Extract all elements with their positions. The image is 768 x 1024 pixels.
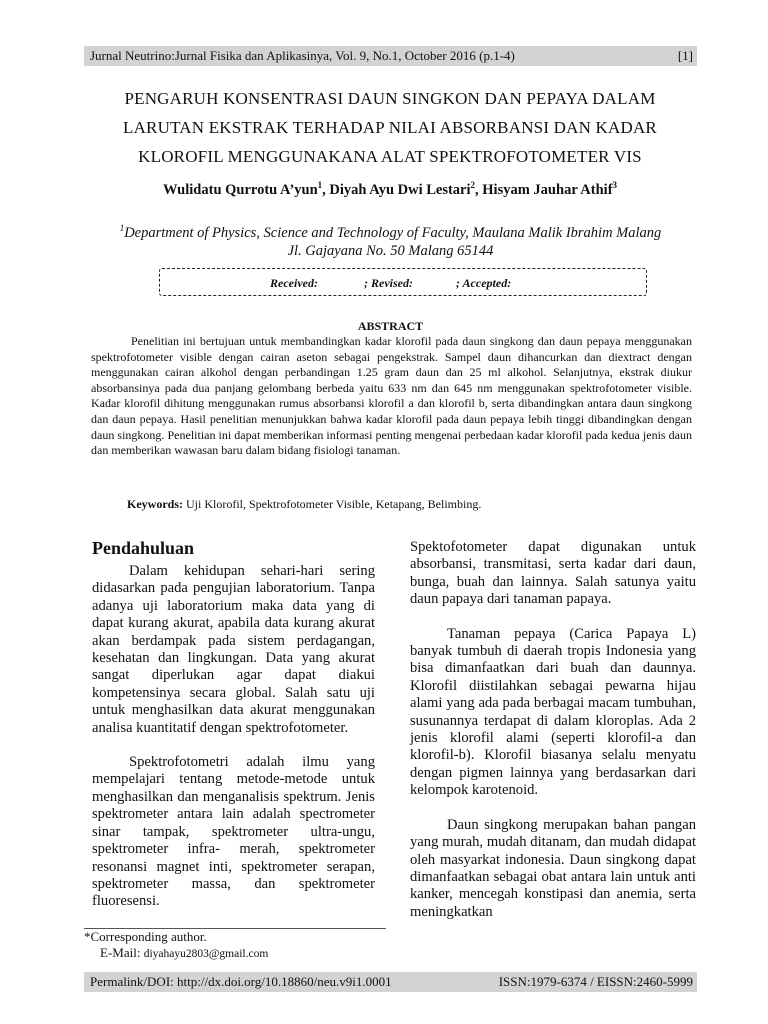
- paragraph: Daun singkong merupakan bahan pangan yang murah, mudah ditanam, dan mudah didapat oleh masyarkat indonesia. Daun singkong dapat dimanfaatkan sebagai obat antara lain untuk anti kanker, mencegah konstipasi dan anemia, serta meningkatkan: [410, 816, 696, 920]
- journal-footer: [84, 972, 697, 992]
- affiliation-department: Department of Physics, Science and Technology of Faculty, Maulana Malik Ibrahim Malang: [124, 225, 662, 241]
- section-heading: Pendahuluan: [92, 538, 195, 558]
- right-column: [410, 539, 696, 921]
- author-separator: ,: [322, 182, 330, 198]
- keywords: [127, 497, 481, 512]
- keywords-text: Uji Klorofil, Spektrofotometer Visible, Ketapang, Belimbing.: [183, 497, 482, 511]
- author-name: Wulidatu Qurrotu A’yun: [162, 182, 318, 198]
- paragraph: Spektrofotometri adalah ilmu yang mempelajari tentang metode-metode untuk menghasilkan dan menganalisis spektrum. Jenis spektrometer antara lain adalah spectrometer sinar tampak, spektrometer ultra-ungu, spektrometer infra- merah, spektrometer resonansi magnet inti, spektrometer serapan, spektrometer massa, dan spektrometer fluoresensi.: [92, 754, 375, 910]
- paragraph: Tanaman pepaya (Carica Papaya L) banyak tumbuh di daerah tropis Indonesia yang bisa dimanfaatkan dari buah dan daunnya. Klorofil diistilahkan sebagai pewarna hijau alami yang ada pada berbagai macam tumbuhan, susunannya terdapat di dalam kloroplas. Ada 2 jenis klorofil alami (seperti klorofil-a dan klorofil-b). Klorofil biasanya selalu menyatu dengan pigmen lainnya yang berdasarkan dari kelompok karotenoid.: [410, 625, 696, 799]
- author-separator: ,: [475, 182, 483, 198]
- affiliation: [84, 219, 697, 260]
- affiliation-mark: 1: [119, 223, 125, 233]
- title-line: PENGARUH KONSENTRASI DAUN SINGKON DAN PEPAYA DALAM: [124, 89, 656, 108]
- email-address[interactable]: diyahayu2803@gmail.com: [143, 948, 269, 960]
- title-line: LARUTAN EKSTRAK TERHADAP NILAI ABSORBANSI DAN KADAR: [123, 118, 657, 137]
- paragraph: Dalam kehidupan sehari-hari sering didasarkan pada pengujian laboratorium. Tanpa adanya uji laboratorium maka data yang di dapat kurang akurat, apabila data kurang akurat akan berdampak pada sistem perdagangan, kesehatan dan lingkungan. Data yang akurat sangat diperlukan agar dapat diakui kompetensinya secara global. Salah satu uji untuk menghasilkan data akurat menggunakan analisa kuantitatif dengan spektrofotometer.: [92, 563, 375, 736]
- title-line: KLOROFIL MENGGUNAKANA ALAT SPEKTROFOTOMETER VIS: [138, 147, 642, 166]
- paper-title: [90, 84, 690, 171]
- author-name: Hisyam Jauhar Athif: [482, 182, 613, 198]
- author-affiliation-mark: 3: [612, 180, 618, 190]
- doi-permalink[interactable]: Permalink/DOI: http://dx.doi.org/10.18860/neu.v9i1.0001: [90, 974, 392, 989]
- issn: ISSN:1979-6374 / EISSN:2460-5999: [498, 974, 693, 989]
- keywords-label: Keywords:: [127, 497, 183, 511]
- footnote: [84, 929, 268, 962]
- paragraph: Spektofotometer dapat digunakan untuk absorbansi, transmitasi, serta kadar dari daun, bunga, buah dan lainnya. Salah satunya yaitu daun papaya dari tanaman papaya.: [410, 539, 696, 608]
- received-label: Received:: [270, 276, 318, 290]
- abstract-heading: ABSTRACT: [357, 319, 424, 333]
- author-name: Diyah Ayu Dwi Lestari: [329, 182, 471, 198]
- left-column: [92, 563, 375, 911]
- corresponding-author-note: *Corresponding author.: [84, 929, 207, 944]
- journal-citation: Jurnal Neutrino:Jurnal Fisika dan Aplikasinya, Vol. 9, No.1, October 2016 (p.1-4): [90, 48, 515, 63]
- email-label: E-Mail:: [100, 945, 144, 960]
- revised-label: ; Revised:: [364, 276, 413, 290]
- journal-header: [84, 46, 697, 66]
- author-affiliation-mark: 2: [470, 180, 476, 190]
- affiliation-address: Jl. Gajayana No. 50 Malang 65144: [287, 243, 494, 259]
- accepted-label: ; Accepted:: [456, 276, 512, 290]
- author-list: [90, 180, 690, 199]
- submission-dates-box: [159, 268, 647, 296]
- abstract-text: Penelitian ini bertujuan untuk membandingkan kadar klorofil pada daun singkong dan daun pepaya menggunakan spektrofotometer visible dengan cairan aseton sebagai pengekstrak. Sampel daun dihancurkan dan diextract dengan menggunakan cairan alkohol dengan perbandingan 1.25 gram daun dan 25 ml alkohol. Selanjutnya, ekstrak diukur absorbansinya pada dua panjang gelombang berbeda yaitu 633 nm dan 645 nm menggunakan spektrofotometer visible. Kadar klorofil dihitung menggunakan rumus absorbansi klorofil a dan klorofil b, serta dibandingkan antara daun singkong dan daun pepaya. Hasil penelitian menunjukkan bahwa kadar klorofil pada daun pepaya lebih tinggi dibandingkan dengan daun singkong. Penelitian ini dapat memberikan informasi penting mengenai perbedaan kadar klorofil pada kedua jenis daun dan memberikan wawasan baru dalam bidang fisiologi tanaman.: [91, 334, 692, 458]
- page-number: [1]: [677, 48, 693, 63]
- author-affiliation-mark: 1: [317, 180, 323, 190]
